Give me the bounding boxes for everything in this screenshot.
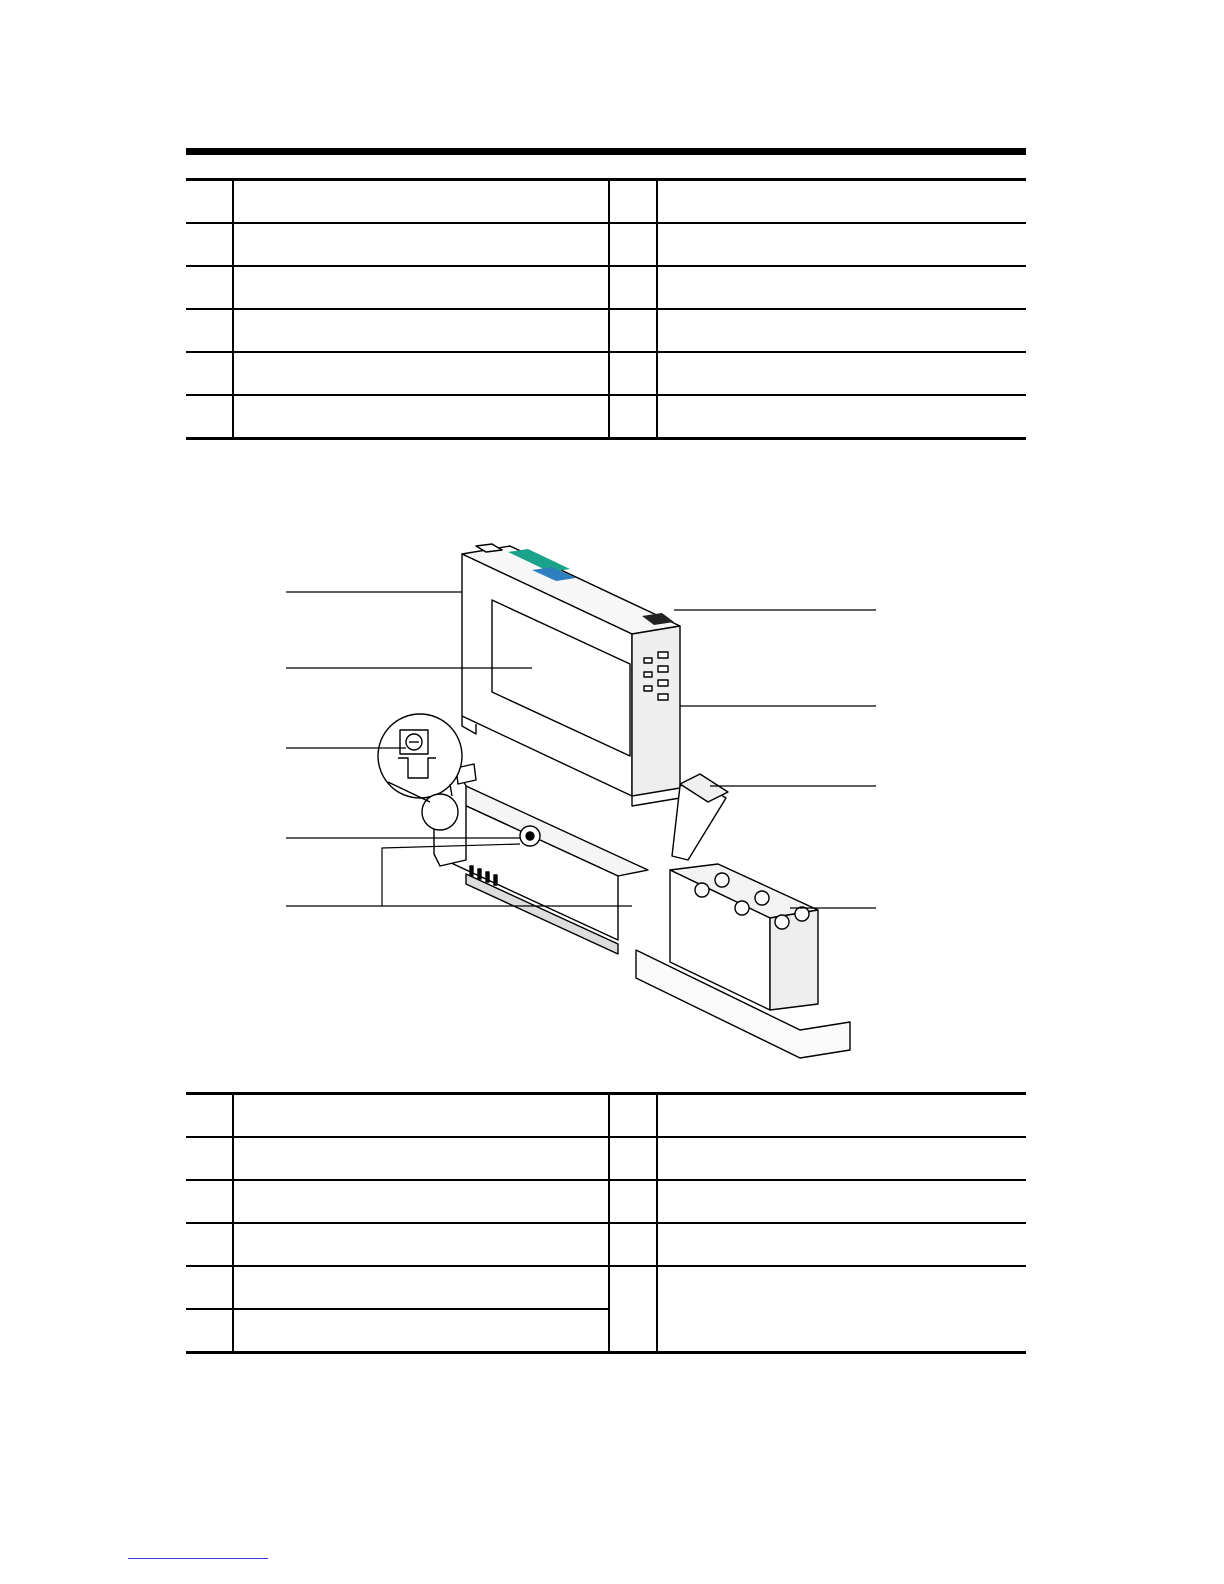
item-number: [186, 1094, 233, 1138]
item-number: [609, 395, 657, 439]
legend-table: [186, 1092, 1026, 1354]
item-description: [233, 1137, 609, 1180]
item-description: [657, 266, 1026, 309]
table-row: [186, 1094, 1026, 1138]
item-number: [186, 1137, 233, 1180]
io-module: [462, 544, 680, 806]
table-row: [186, 223, 1026, 266]
item-number: [186, 266, 233, 309]
item-description: [233, 1094, 609, 1138]
item-number: [186, 223, 233, 266]
item-description: [233, 309, 609, 352]
table-row: [186, 309, 1026, 352]
item-description: [657, 352, 1026, 395]
item-description: [233, 352, 609, 395]
item-description: [657, 223, 1026, 266]
footer-link-rule: [128, 1558, 268, 1559]
item-description: [657, 1094, 1026, 1138]
item-number: [609, 266, 657, 309]
item-description: [657, 1266, 1026, 1353]
item-description: [233, 266, 609, 309]
item-number: [186, 1309, 233, 1353]
item-number: [186, 1223, 233, 1266]
item-number: [609, 1180, 657, 1223]
item-description: [233, 223, 609, 266]
item-number: [609, 1223, 657, 1266]
top-heavy-rule: [186, 148, 1026, 155]
module-base-drawing: [270, 530, 890, 1070]
table-row: [186, 266, 1026, 309]
top-legend-table: [186, 148, 1026, 440]
module-base-illustration: [270, 530, 890, 1070]
table-row: [186, 1180, 1026, 1223]
item-number: [186, 1180, 233, 1223]
item-number: [609, 352, 657, 395]
legend-table: [186, 178, 1026, 440]
table-row: [186, 180, 1026, 224]
table-row: [186, 1223, 1026, 1266]
item-description: [657, 309, 1026, 352]
table-row: [186, 395, 1026, 439]
item-number: [186, 1266, 233, 1309]
item-number: [609, 223, 657, 266]
item-description: [233, 1180, 609, 1223]
table-row: [186, 1137, 1026, 1180]
item-number: [609, 309, 657, 352]
table-row: [186, 352, 1026, 395]
item-number: [186, 352, 233, 395]
bottom-legend-table: [186, 1092, 1026, 1354]
item-description: [233, 180, 609, 224]
item-description: [657, 395, 1026, 439]
item-description: [233, 1309, 609, 1353]
item-description: [657, 1223, 1026, 1266]
item-description: [657, 180, 1026, 224]
item-description: [233, 395, 609, 439]
item-description: [657, 1137, 1026, 1180]
item-number: [609, 180, 657, 224]
item-description: [233, 1223, 609, 1266]
item-number: [186, 395, 233, 439]
item-number: [186, 180, 233, 224]
table-row: [186, 1266, 1026, 1309]
item-description: [657, 1180, 1026, 1223]
item-number: [609, 1266, 657, 1353]
item-number: [609, 1137, 657, 1180]
item-number: [609, 1094, 657, 1138]
item-description: [233, 1266, 609, 1309]
item-number: [186, 309, 233, 352]
